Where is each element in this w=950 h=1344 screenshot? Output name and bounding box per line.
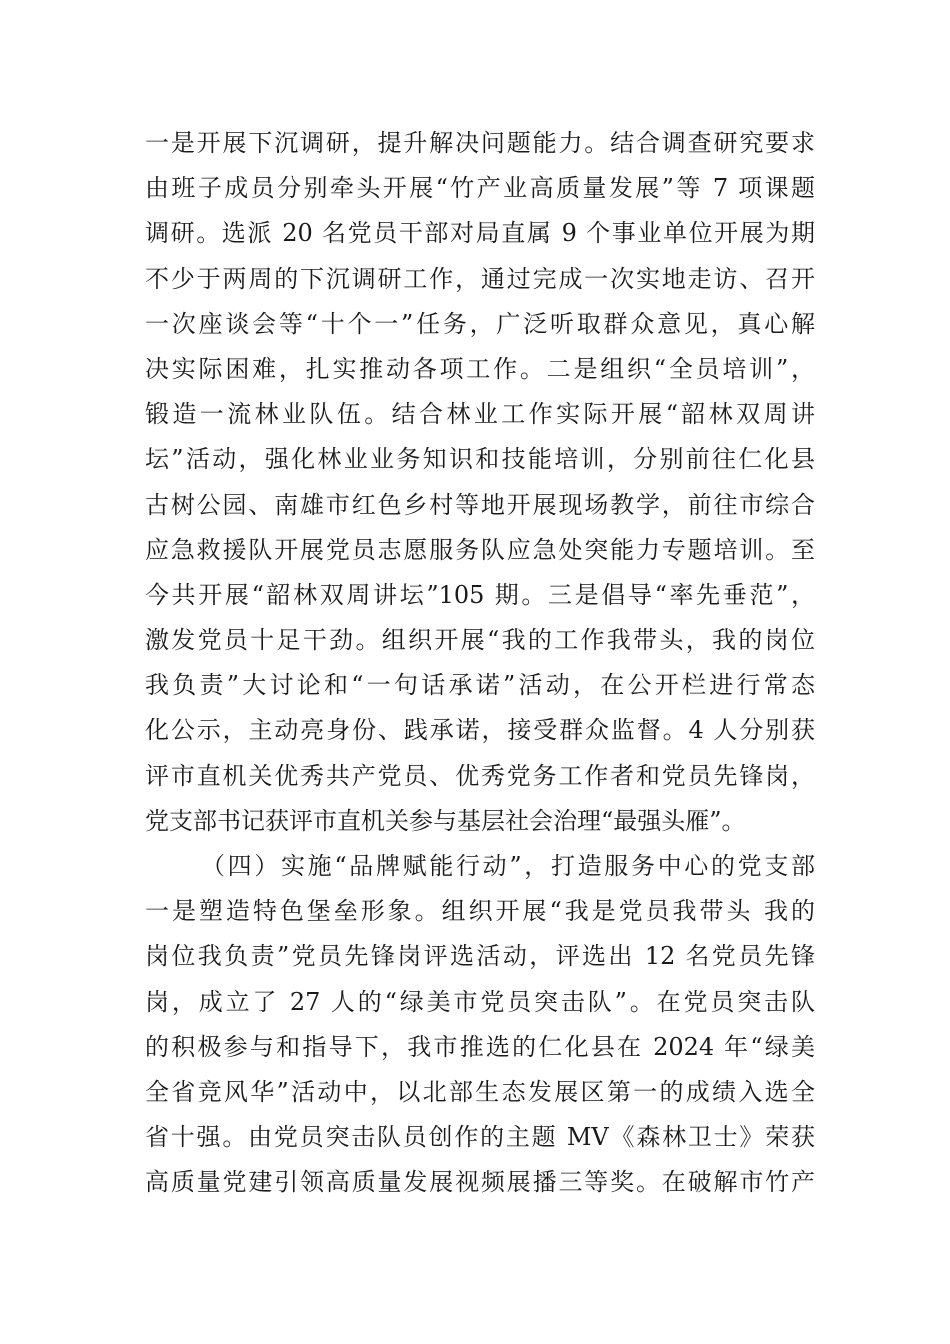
paragraph-line: 全省竞风华”活动中，以北部生态发展区第一的成绩入选全 (145, 1077, 815, 1106)
paragraph-line: 锻造一流林业队伍。结合林业工作实际开展“韶林双周讲 (145, 400, 815, 429)
paragraph-line: 省十强。由党员突击队员创作的主题 MV《森林卫士》荣获 (145, 1123, 815, 1152)
paragraph-line: 古树公园、南雄市红色乡村等地开展现场教学，前往市综合 (145, 490, 815, 519)
paragraph-line: 今共开展“韶林双周讲坛”105 期。三是倡导“率先垂范”， (145, 580, 815, 609)
paragraph-line: 岗位我负责”党员先锋岗评选活动，评选出 12 名党员先锋 (145, 942, 815, 971)
paragraph-line: 激发党员十足干劲。组织开展“我的工作我带头，我的岗位 (145, 626, 815, 655)
body-text (145, 121, 815, 1206)
paragraph-line: 一次座谈会等“十个一”任务，广泛听取群众意见，真心解 (145, 309, 815, 338)
paragraph-line: 一是开展下沉调研，提升解决问题能力。结合调查研究要求 (145, 129, 815, 157)
paragraph-line: 的积极参与和指导下，我市推选的仁化县在 2024 年“绿美 (145, 1032, 815, 1061)
section-heading: （四）实施“品牌赋能行动”，打造服务中心的党支部 (201, 852, 815, 880)
paragraph-line: 调研。选派 20 名党员干部对局直属 9 个事业单位开展为期 (145, 219, 815, 248)
paragraph-line: 由班子成员分别牵头开展“竹产业高质量发展”等 7 项课题 (145, 174, 815, 203)
paragraph-line: 岗，成立了 27 人的“绿美市党员突击队”。在党员突击队 (145, 987, 815, 1016)
paragraph-line: 高质量党建引领高质量发展视频展播三等奖。在破解市竹产 (145, 1168, 815, 1197)
paragraph-line: 党支部书记获评市直机关参与基层社会治理“最强头雁”。 (145, 806, 746, 835)
paragraph-line: 我负责”大讨论和“一句话承诺”活动，在公开栏进行常态 (145, 671, 815, 700)
paragraph-line: 决实际困难，扎实推动各项工作。二是组织“全员培训”， (145, 354, 815, 383)
paragraph-line: 评市直机关优秀共产党员、优秀党务工作者和党员先锋岗， (145, 761, 815, 790)
paragraph-line: 坛”活动，强化林业业务知识和技能培训，分别前往仁化县 (145, 445, 815, 474)
paragraph-line: 一是塑造特色堡垒形象。组织开展“我是党员我带头 我的 (145, 897, 815, 926)
paragraph-line: 应急救援队开展党员志愿服务队应急处突能力专题培训。至 (145, 535, 815, 564)
paragraph-line: 化公示，主动亮身份、践承诺，接受群众监督。4 人分别获 (145, 716, 815, 745)
paragraph-line: 不少于两周的下沉调研工作，通过完成一次实地走访、召开 (145, 264, 815, 293)
